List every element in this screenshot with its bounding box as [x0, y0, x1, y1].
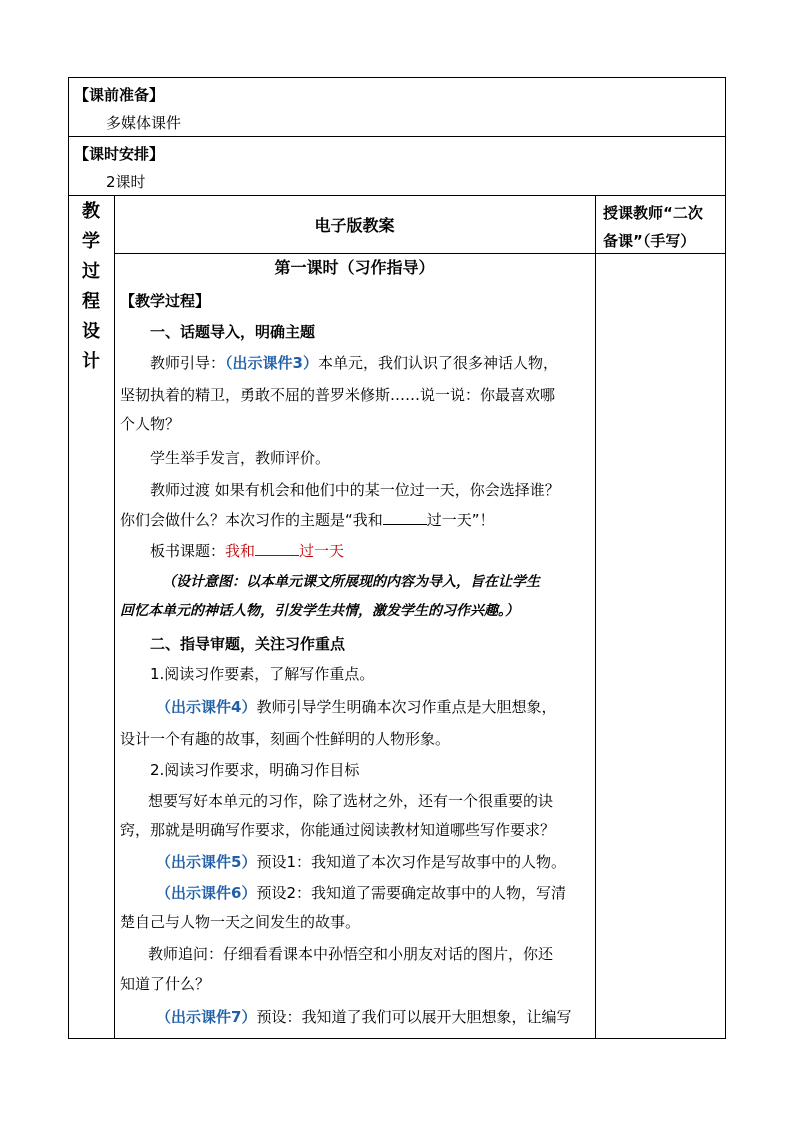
paragraph-line — [150, 354, 558, 372]
column-header-teacher-line2: 备课”（手写） — [603, 232, 696, 250]
column-divider-notes — [595, 195, 596, 1039]
paragraph-line: 2.阅读习作要求，明确习作目标 — [150, 761, 360, 779]
schedule-heading: 【课时安排】 — [74, 145, 165, 163]
side-label-char: 程 — [82, 291, 100, 312]
paragraph-line: 学生举手发言，教师评价。 — [150, 449, 331, 467]
paragraph-line — [156, 1008, 571, 1026]
text-span: 过一天 — [299, 542, 345, 560]
text-span: 本单元，我们认识了很多神话人物， — [317, 354, 558, 372]
paragraph-line — [156, 853, 566, 871]
paragraph-line: 想要写好本单元的习作，除了选材之外，还有一个很重要的诀 — [148, 792, 554, 810]
paragraph-line — [120, 510, 495, 529]
side-label-char: 过 — [82, 261, 100, 282]
column-header-lesson: 电子版教案 — [314, 216, 395, 235]
courseware-tag: （出示课件5） — [156, 853, 257, 871]
design-note-line: （设计意图：以本单元课文所展现的内容为导入，旨在让学生 — [162, 574, 540, 590]
paragraph-line: 坚韧执着的精卫，勇敢不屈的普罗米修斯……说一说：你最喜欢哪 — [120, 386, 556, 404]
table-top-border — [68, 77, 726, 78]
text-span: 你们会做什么？本次习作的主题是“我和 — [120, 511, 383, 529]
prep-item: 多媒体课件 — [106, 114, 182, 132]
courseware-tag: （出示课件7） — [156, 1008, 257, 1026]
paragraph-line: 1.阅读习作要素，了解写作重点。 — [150, 665, 375, 683]
paragraph-line — [156, 698, 556, 716]
prep-heading: 【课前准备】 — [74, 86, 165, 104]
row-divider-prep — [68, 136, 726, 137]
side-label-char: 学 — [82, 231, 100, 252]
side-label-char: 计 — [82, 351, 100, 372]
process-heading: 【教学过程】 — [120, 292, 211, 310]
paragraph-line: 教师过渡 如果有机会和他们中的某一位过一天，你会选择谁？ — [150, 481, 560, 499]
text-span: 预设1：我知道了本次习作是写故事中的人物。 — [256, 853, 566, 871]
side-label-char: 设 — [82, 321, 100, 342]
text-span: 我和 — [225, 542, 256, 560]
column-header-teacher-line1: 授课教师“二次 — [603, 204, 703, 222]
table-right-border — [725, 77, 726, 1039]
lesson-title: 第一课时（习作指导） — [274, 258, 435, 277]
section-heading-2: 二、指导审题，关注习作重点 — [150, 635, 346, 653]
text-span: 板书课题： — [150, 542, 226, 560]
text-span: 教师引导： — [150, 354, 226, 372]
paragraph-line — [156, 884, 566, 902]
paragraph-line: 设计一个有趣的故事，刻画个性鲜明的人物形象。 — [120, 730, 451, 748]
paragraph-line: 楚自己与人物一天之间发生的故事。 — [120, 913, 361, 931]
side-label-char: 教 — [82, 201, 100, 222]
text-span: 教师引导学生明确本次习作重点是大胆想象， — [256, 698, 557, 716]
paragraph-line: 窍，那就是明确写作要求，你能通过阅读教材知道哪些写作要求？ — [120, 821, 556, 839]
courseware-tag: （出示课件4） — [156, 698, 257, 716]
table-bottom-border — [68, 1038, 726, 1039]
paragraph-line: 教师追问：仔细看看课本中孙悟空和小朋友对话的图片，你还 — [148, 945, 554, 963]
section-heading-1: 一、话题导入，明确主题 — [150, 323, 316, 341]
board-title — [225, 542, 344, 560]
courseware-tag: （出示课件6） — [156, 884, 257, 902]
paragraph-line: 个人物？ — [120, 415, 181, 433]
text-span: 预设2：我知道了需要确定故事中的人物，写清 — [256, 884, 566, 902]
schedule-item: 2课时 — [106, 173, 146, 191]
courseware-tag: （出示课件3） — [225, 354, 318, 372]
fill-blank — [255, 541, 299, 556]
row-divider-schedule — [68, 195, 726, 196]
paragraph-line — [150, 541, 344, 560]
text-span: 过一天”！ — [426, 511, 495, 529]
table-left-border — [68, 77, 69, 1039]
header-divider — [114, 253, 726, 254]
fill-blank — [383, 510, 427, 525]
column-divider-label — [114, 195, 115, 1039]
text-span: 预设：我知道了我们可以展开大胆想象，让编写 — [256, 1008, 572, 1026]
paragraph-line: 知道了什么？ — [120, 975, 211, 993]
design-note-line: 回忆本单元的神话人物，引发学生共情，激发学生的习作兴趣。） — [120, 603, 519, 619]
